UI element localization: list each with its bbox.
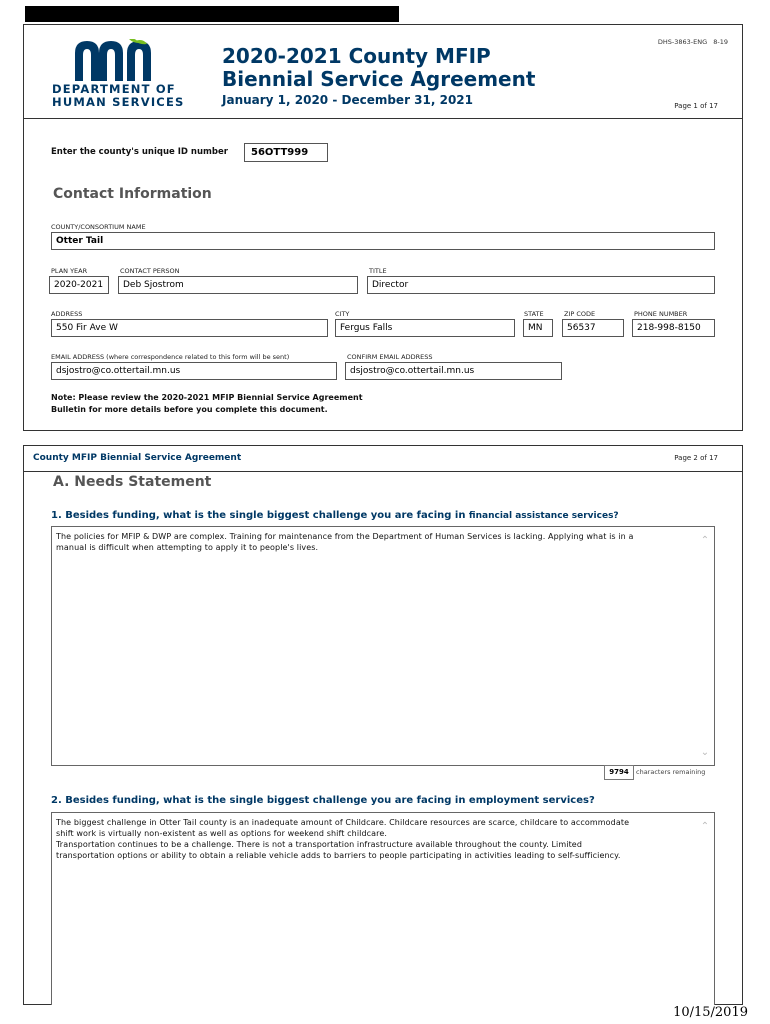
logo-text-line2: HUMAN SERVICES [52, 95, 185, 109]
email-label-text: EMAIL ADDRESS (where correspondence related to this form will be sent) [51, 353, 290, 361]
zip-input[interactable]: 56537 [562, 319, 624, 337]
plan-year-label: PLAN YEAR [51, 267, 88, 275]
scroll-up-icon[interactable]: ⌃ [700, 535, 710, 546]
phone-input[interactable]: 218-998-8150 [632, 319, 715, 337]
chars-remaining-label: characters remaining [636, 768, 706, 776]
confirm-email-label: CONFIRM EMAIL ADDRESS [347, 353, 433, 361]
phone-label: PHONE NUMBER [634, 310, 688, 318]
page-number: Page 1 of 17 [674, 102, 718, 110]
answer-1-line: The policies for MFIP & DWP are complex. Training for maintenance from the Department of Human Services is lacking. Applying what is in a [56, 532, 634, 541]
email-label [51, 353, 289, 361]
page-header [24, 446, 742, 472]
plan-year-input[interactable]: 2020-2021 [49, 276, 109, 294]
city-label: CITY [335, 310, 350, 318]
answer-2-line: Transportation continues to be a challenge. There is not a transportation infrastructure available throughout the county. Limited [56, 840, 583, 849]
state-input[interactable]: MN [523, 319, 553, 337]
chars-remaining-count: 9794 [604, 765, 634, 780]
form-title-line1: 2020-2021 County MFIP [222, 44, 491, 68]
review-note [51, 392, 363, 416]
address-input[interactable]: 550 Fir Ave W [51, 319, 328, 337]
form-number [658, 38, 728, 46]
page-header-title: County MFIP Biennial Service Agreement [33, 453, 242, 463]
question-1-text: 1. Besides funding, what is the single biggest challenge you are facing in [51, 510, 469, 521]
form-page-2 [23, 445, 743, 1005]
form-number-date: 8-19 [713, 38, 728, 46]
mn-logo-icon [73, 39, 157, 81]
logo-text-line1: DEPARTMENT OF [52, 82, 176, 96]
form-page-1 [23, 24, 743, 431]
answer-2-textarea[interactable] [51, 812, 715, 1005]
state-label: STATE [524, 310, 544, 318]
city-input[interactable]: Fergus Falls [335, 319, 515, 337]
scroll-down-icon[interactable]: ⌄ [700, 747, 710, 758]
contact-person-input[interactable]: Deb Sjostrom [118, 276, 358, 294]
answer-1-line: manual is difficult when attempting to apply it to people's lives. [56, 543, 319, 552]
answer-2-line: The biggest challenge in Otter Tail county is an inadequate amount of Childcare. Childcare resources are scarce, childcare to accommodate [56, 818, 630, 827]
date-stamp: 10/15/2019 [673, 1005, 748, 1020]
county-id-label: Enter the county's unique ID number [51, 147, 228, 157]
scroll-up-icon[interactable]: ⌃ [700, 821, 710, 832]
question-2: 2. Besides funding, what is the single biggest challenge you are facing in employment services? [51, 795, 595, 806]
contact-person-label: CONTACT PERSON [120, 267, 180, 275]
email-input[interactable]: dsjostro@co.ottertail.mn.us [51, 362, 337, 380]
title-input[interactable]: Director [367, 276, 715, 294]
redaction-bar [25, 6, 399, 22]
contact-section-title: Contact Information [53, 186, 212, 202]
county-name-label: COUNTY/CONSORTIUM NAME [51, 223, 146, 231]
answer-1-textarea[interactable] [51, 526, 715, 766]
county-id-input[interactable]: 56OTT999 [244, 143, 328, 162]
needs-section-title: A. Needs Statement [53, 474, 212, 490]
address-label: ADDRESS [51, 310, 83, 318]
form-title-line2: Biennial Service Agreement [222, 67, 536, 91]
question-1-tail: financial assistance services? [468, 511, 619, 521]
review-note-line2: Bulletin for more details before you complete this document. [51, 405, 328, 414]
dhs-logo [52, 39, 185, 109]
form-title [222, 45, 535, 91]
confirm-email-input[interactable]: dsjostro@co.ottertail.mn.us [345, 362, 562, 380]
page-number: Page 2 of 17 [674, 454, 718, 462]
page-header [24, 25, 742, 119]
form-number-code: DHS-3863-ENG [657, 38, 708, 46]
county-name-input[interactable]: Otter Tail [51, 232, 715, 250]
question-1 [51, 510, 619, 521]
answer-2-line: transportation options or ability to obtain a reliable vehicle adds to barriers to people participating in activities leading to self-sufficiency. [56, 851, 621, 860]
title-label: TITLE [369, 267, 387, 275]
answer-2-line: shift work is virtually non-existent as well as options for weekend shift childcare. [56, 829, 388, 838]
review-note-line1: Note: Please review the 2020-2021 MFIP Biennial Service Agreement [51, 393, 363, 402]
date-range: January 1, 2020 - December 31, 2021 [222, 93, 473, 107]
zip-label: ZIP CODE [564, 310, 596, 318]
